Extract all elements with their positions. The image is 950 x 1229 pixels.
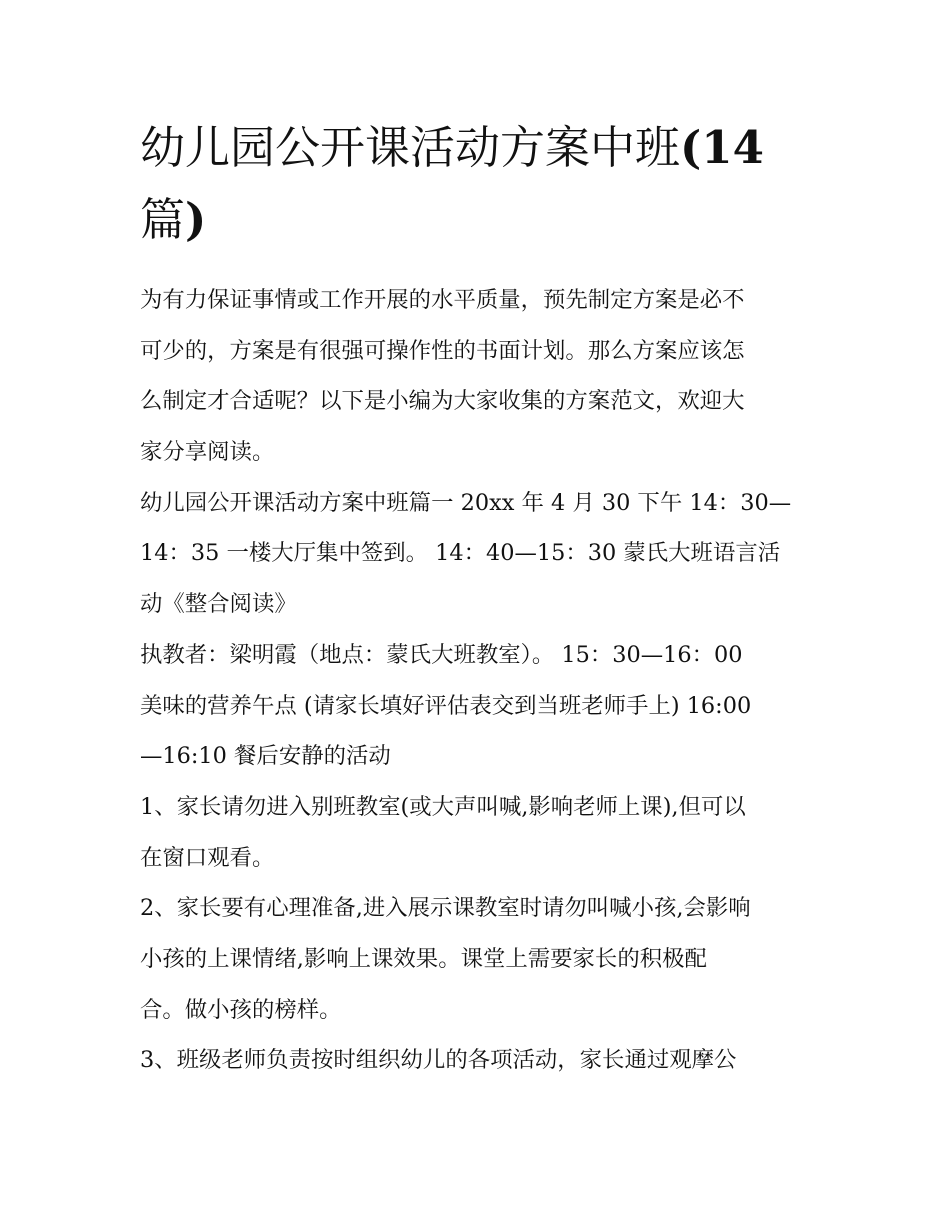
body-line: 3、班级老师负责按时组织幼儿的各项活动，家长通过观摩公 <box>140 1047 737 1074</box>
body-line: 2、家长要有心理准备,进入展示课教室时请勿叫喊小孩,会影响 <box>140 895 751 922</box>
body-line: 14：35 一楼大厅集中签到。 14：40—15：30 蒙氏大班语言活 <box>140 540 781 567</box>
title-text-line2: 篇 <box>140 193 186 246</box>
body-line: 在窗口观看。 <box>140 844 275 871</box>
title-count: (14 <box>680 121 764 174</box>
body-line: 幼儿园公开课活动方案中班篇一 20xx 年 4 月 30 下午 14：30— <box>140 489 792 516</box>
title-close-paren: ) <box>185 193 207 246</box>
body-line: 执教者：梁明霞（地点：蒙氏大班教室）。 15：30—16：00 <box>140 641 743 668</box>
body-line: —16:10 餐后安静的活动 <box>140 743 391 770</box>
body-line: 美味的营养午点 (请家长填好评估表交到当班老师手上) 16:00 <box>140 692 752 719</box>
document-body <box>140 275 812 1086</box>
body-line: 动《整合阅读》 <box>140 591 297 618</box>
body-line: 么制定才合适呢？以下是小编为大家收集的方案范文，欢迎大 <box>140 388 745 415</box>
body-line: 1、家长请勿进入别班教室(或大声叫喊,影响老师上课),但可以 <box>140 793 746 820</box>
document-title <box>140 112 812 256</box>
body-line: 合。做小孩的榜样。 <box>140 996 342 1023</box>
body-line: 家分享阅读。 <box>140 439 275 466</box>
body-line: 可少的，方案是有很强可操作性的书面计划。那么方案应该怎 <box>140 337 745 364</box>
title-text: 幼儿园公开课活动方案中班 <box>140 121 681 174</box>
body-line: 小孩的上课情绪,影响上课效果。课堂上需要家长的积极配 <box>140 945 707 972</box>
body-line: 为有力保证事情或工作开展的水平质量，预先制定方案是必不 <box>140 287 745 313</box>
